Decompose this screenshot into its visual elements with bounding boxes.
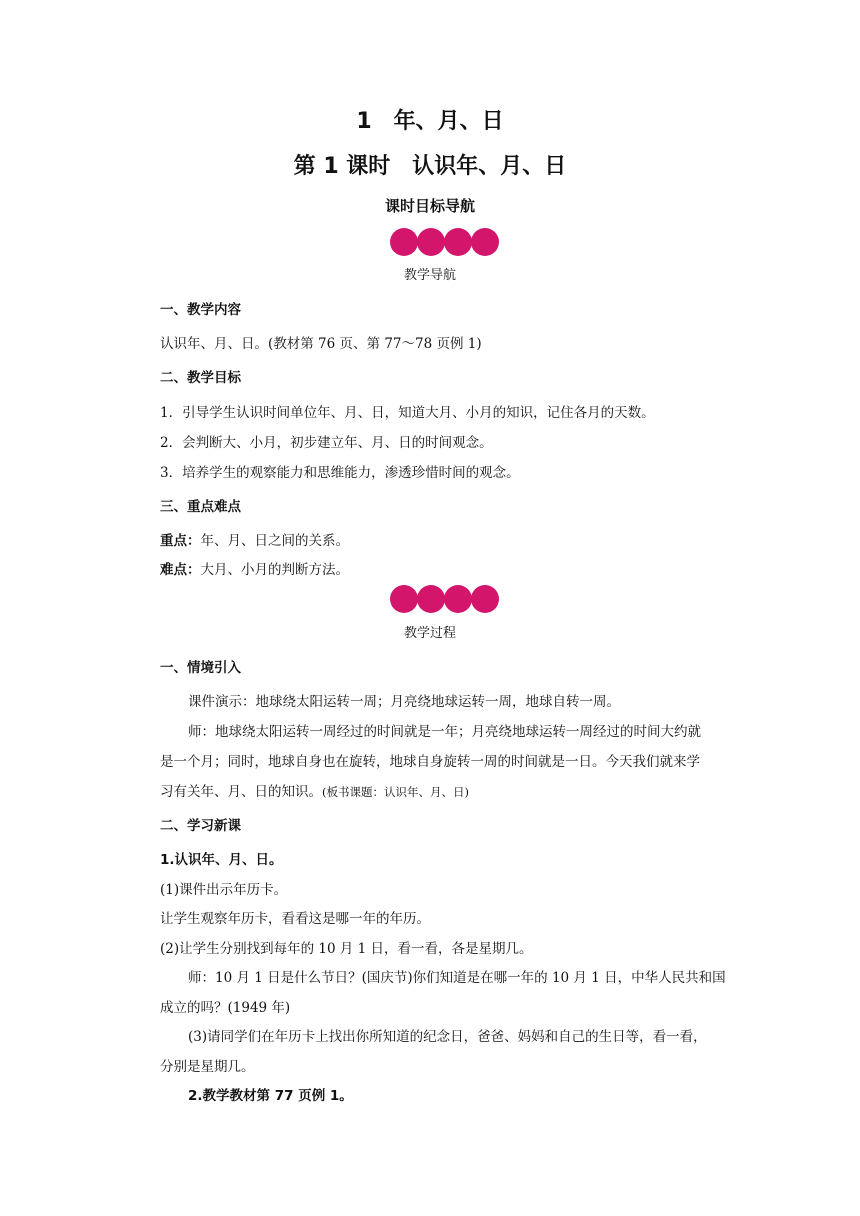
lesson-line: 师：10 月 1 日是什么节日？(国庆节)你们知道是在哪一年的 10 月 1 日，中华人民共和国 bbox=[188, 970, 726, 986]
lesson-line: (1)课件出示年历卡。 bbox=[160, 882, 288, 898]
intro-line: 是一个月；同时，地球自身也在旋转，地球自身旋转一周的时间就是一日。今天我们就来学 bbox=[160, 754, 700, 770]
dot-icon bbox=[417, 228, 445, 256]
subheading-example: 2.教学教材第 77 页例 1。 bbox=[188, 1088, 353, 1104]
board-note: (板书课题：认识年、月、日) bbox=[322, 785, 469, 799]
key-text: 年、月、日之间的关系。 bbox=[200, 533, 349, 549]
intro-line: 课件演示：地球绕太阳运转一周；月亮绕地球运转一周，地球自转一周。 bbox=[188, 694, 620, 710]
heading-intro: 一、情境引入 bbox=[160, 660, 241, 676]
difficult-text: 大月、小月的判断方法。 bbox=[200, 562, 349, 578]
difficult-label: 难点： bbox=[160, 562, 201, 578]
dot-icon bbox=[444, 228, 472, 256]
unit-title: 1 年、月、日 bbox=[356, 109, 504, 134]
dot-icon bbox=[471, 228, 499, 256]
section-label-process: 教学过程 bbox=[403, 626, 456, 641]
intro-line bbox=[160, 780, 469, 800]
dot-icon bbox=[417, 585, 445, 613]
dot-icon bbox=[390, 228, 418, 256]
key-point bbox=[160, 529, 349, 549]
key-label: 重点： bbox=[160, 533, 201, 549]
difficult-point bbox=[160, 558, 349, 578]
dot-icon bbox=[471, 585, 499, 613]
lesson-line: (3)请同学们在年历卡上找出你所知道的纪念日，爸爸、妈妈和自己的生日等，看一看， bbox=[188, 1029, 707, 1045]
decorative-dots-top bbox=[390, 228, 502, 258]
intro-text: 习有关年、月、日的知识。 bbox=[160, 784, 322, 800]
lesson-line: 成立的吗？(1949 年) bbox=[160, 1000, 291, 1016]
lesson-line: 让学生观察年历卡，看看这是哪一年的年历。 bbox=[160, 911, 430, 927]
section-label-navigation: 教学导航 bbox=[403, 268, 456, 283]
goal-item: 3．培养学生的观察能力和思维能力，渗透珍惜时间的观念。 bbox=[160, 465, 520, 481]
intro-line: 师：地球绕太阳运转一周经过的时间就是一年；月亮绕地球运转一周经过的时间大约就 bbox=[188, 724, 701, 740]
subheading-know-dates: 1.认识年、月、日。 bbox=[160, 852, 283, 868]
heading-key-points: 三、重点难点 bbox=[160, 499, 241, 515]
content-text: 认识年、月、日。(教材第 76 页、第 77～78 页例 1) bbox=[160, 336, 482, 352]
decorative-dots-bottom bbox=[390, 585, 502, 615]
heading-content: 一、教学内容 bbox=[160, 302, 241, 318]
heading-new-lesson: 二、学习新课 bbox=[160, 818, 241, 834]
goal-item: 1．引导学生认识时间单位年、月、日，知道大月、小月的知识，记住各月的天数。 bbox=[160, 405, 655, 421]
nav-title: 课时目标导航 bbox=[384, 197, 475, 215]
lesson-title: 第 1 课时 认识年、月、日 bbox=[293, 154, 567, 179]
heading-goals: 二、教学目标 bbox=[160, 370, 241, 386]
goal-item: 2．会判断大、小月，初步建立年、月、日的时间观念。 bbox=[160, 435, 493, 451]
lesson-line: (2)让学生分别找到每年的 10 月 1 日，看一看，各是星期几。 bbox=[160, 941, 533, 957]
lesson-line: 分别是星期几。 bbox=[160, 1059, 255, 1075]
dot-icon bbox=[390, 585, 418, 613]
dot-icon bbox=[444, 585, 472, 613]
